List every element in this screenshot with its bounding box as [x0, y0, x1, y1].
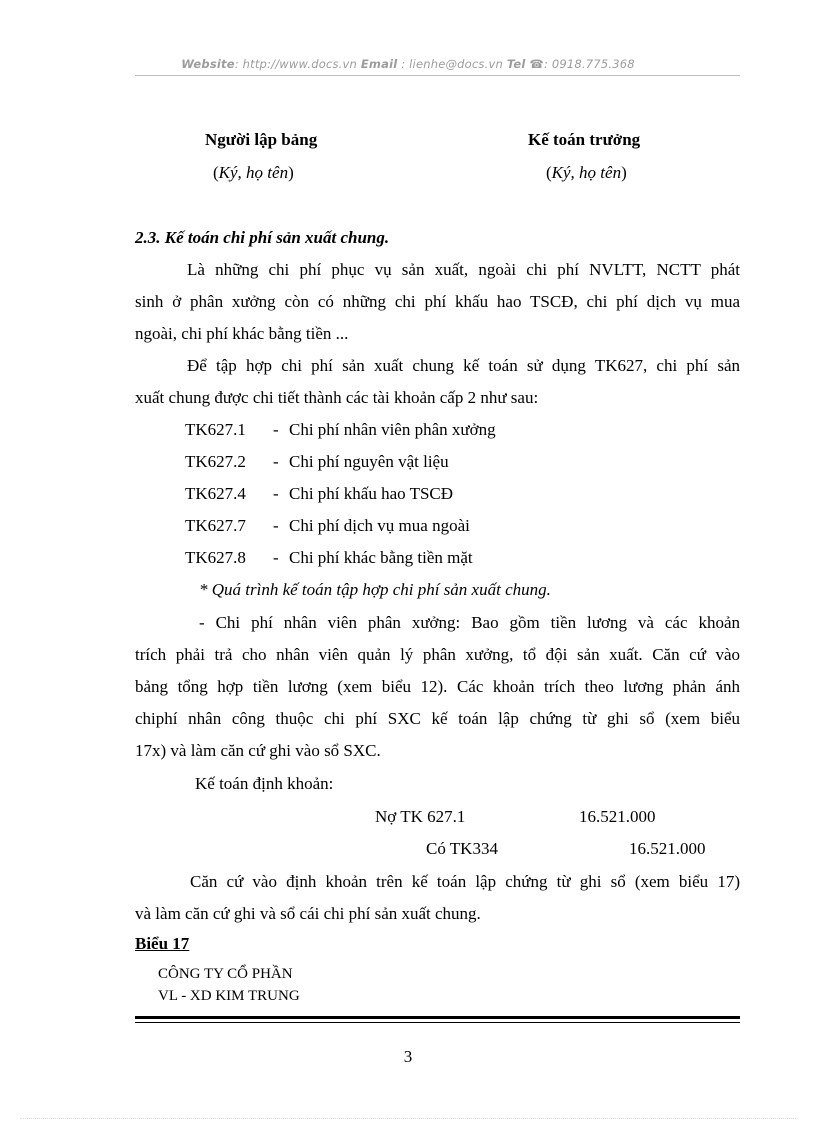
- account-code: TK627.7: [185, 516, 246, 535]
- bieu-label: Biểu 17: [135, 934, 190, 953]
- signature-left-subtitle: (Ký, họ tên): [213, 163, 294, 182]
- website-label: Website: [181, 57, 235, 71]
- process-note: * Quá trình kế toán tập hợp chi phí sản xuất chung.: [199, 580, 551, 599]
- para2-line1: Để tập hợp chi phí sản xuất chung kế toán sử dụng TK627, chi phí sản: [187, 356, 740, 375]
- page-bottom-divider: [20, 1118, 796, 1119]
- email-label: Email: [360, 57, 398, 71]
- para2-line2: xuất chung được chi tiết thành các tài khoản cấp 2 như sau:: [135, 388, 539, 407]
- phone-icon: ☎: [529, 57, 544, 71]
- account-code: TK627.4: [185, 484, 246, 503]
- para3-line3: bảng tổng hợp tiền lương (xem biểu 12). Các khoản trích theo lương phản ánh: [135, 677, 740, 696]
- account-item: TK627.8 - Chi phí khác bằng tiền mặt: [185, 542, 473, 574]
- para4-line1: Căn cứ vào định khoản trên kế toán lập chứng từ ghi sổ (xem biểu 17): [190, 872, 740, 891]
- tel-label: Tel: [506, 57, 526, 71]
- account-item: TK627.1 - Chi phí nhân viên phân xưởng: [185, 414, 496, 446]
- account-desc: Chi phí dịch vụ mua ngoài: [289, 516, 470, 535]
- footer-rule-thick: [135, 1016, 740, 1019]
- para3-line5: 17x) và làm căn cứ ghi vào sổ SXC.: [135, 741, 381, 760]
- account-item: TK627.4 - Chi phí khấu hao TSCĐ: [185, 478, 453, 510]
- signature-right-subtitle: (Ký, họ tên): [546, 163, 627, 182]
- credit-amount: 16.521.000: [629, 839, 706, 858]
- entry-label: Kế toán định khoản:: [195, 774, 334, 793]
- account-desc: Chi phí nguyên vật liệu: [289, 452, 449, 471]
- email-value[interactable]: : lienhe@docs.vn: [401, 57, 503, 71]
- section-title: 2.3. Kế toán chi phí sản xuất chung.: [135, 228, 390, 247]
- debit-account: Nợ TK 627.1: [375, 807, 466, 826]
- para3-line1: - Chi phí nhân viên phân xưởng: Bao gồm tiền lương và các khoản: [199, 613, 740, 632]
- para3-line4: chiphí nhân công thuộc chi phí SXC kế toán lập chứng từ ghi sổ (xem biểu: [135, 709, 740, 728]
- para3-line2: trích phải trả cho nhân viên quản lý phân xưởng, tổ đội sản xuất. Căn cứ vào: [135, 645, 740, 664]
- para1-line2: sinh ở phân xưởng còn có những chi phí khấu hao TSCĐ, chi phí dịch vụ mua: [135, 292, 740, 311]
- website-value[interactable]: : http://www.docs.vn: [234, 57, 358, 71]
- signature-left-title: Người lập bảng: [205, 130, 318, 149]
- tel-value: : 0918.775.368: [543, 57, 635, 71]
- para1-line3: ngoài, chi phí khác bằng tiền ...: [135, 324, 349, 343]
- account-code: TK627.1: [185, 420, 246, 439]
- signature-right-title: Kế toán trưởng: [528, 130, 641, 149]
- account-desc: Chi phí khác bằng tiền mặt: [289, 548, 473, 567]
- account-item: TK627.7 - Chi phí dịch vụ mua ngoài: [185, 510, 470, 542]
- company-line2: VL - XD KIM TRUNG: [158, 988, 300, 1004]
- header-divider: [135, 75, 740, 76]
- account-code: TK627.8: [185, 548, 246, 567]
- debit-amount: 16.521.000: [579, 807, 656, 826]
- page-header: [0, 57, 816, 71]
- footer-rule-thin: [135, 1022, 740, 1023]
- account-item: TK627.2 - Chi phí nguyên vật liệu: [185, 446, 449, 478]
- account-desc: Chi phí nhân viên phân xưởng: [289, 420, 496, 439]
- account-code: TK627.2: [185, 452, 246, 471]
- para4-line2: và làm căn cứ ghi và sổ cái chi phí sản xuất chung.: [135, 904, 481, 923]
- account-desc: Chi phí khấu hao TSCĐ: [289, 484, 454, 503]
- page-number: 3: [403, 1047, 413, 1066]
- company-line1: CÔNG TY CỔ PHẦN: [158, 966, 293, 982]
- credit-account: Có TK334: [426, 839, 498, 858]
- para1-line1: Là những chi phí phục vụ sản xuất, ngoài chi phí NVLTT, NCTT phát: [187, 260, 740, 279]
